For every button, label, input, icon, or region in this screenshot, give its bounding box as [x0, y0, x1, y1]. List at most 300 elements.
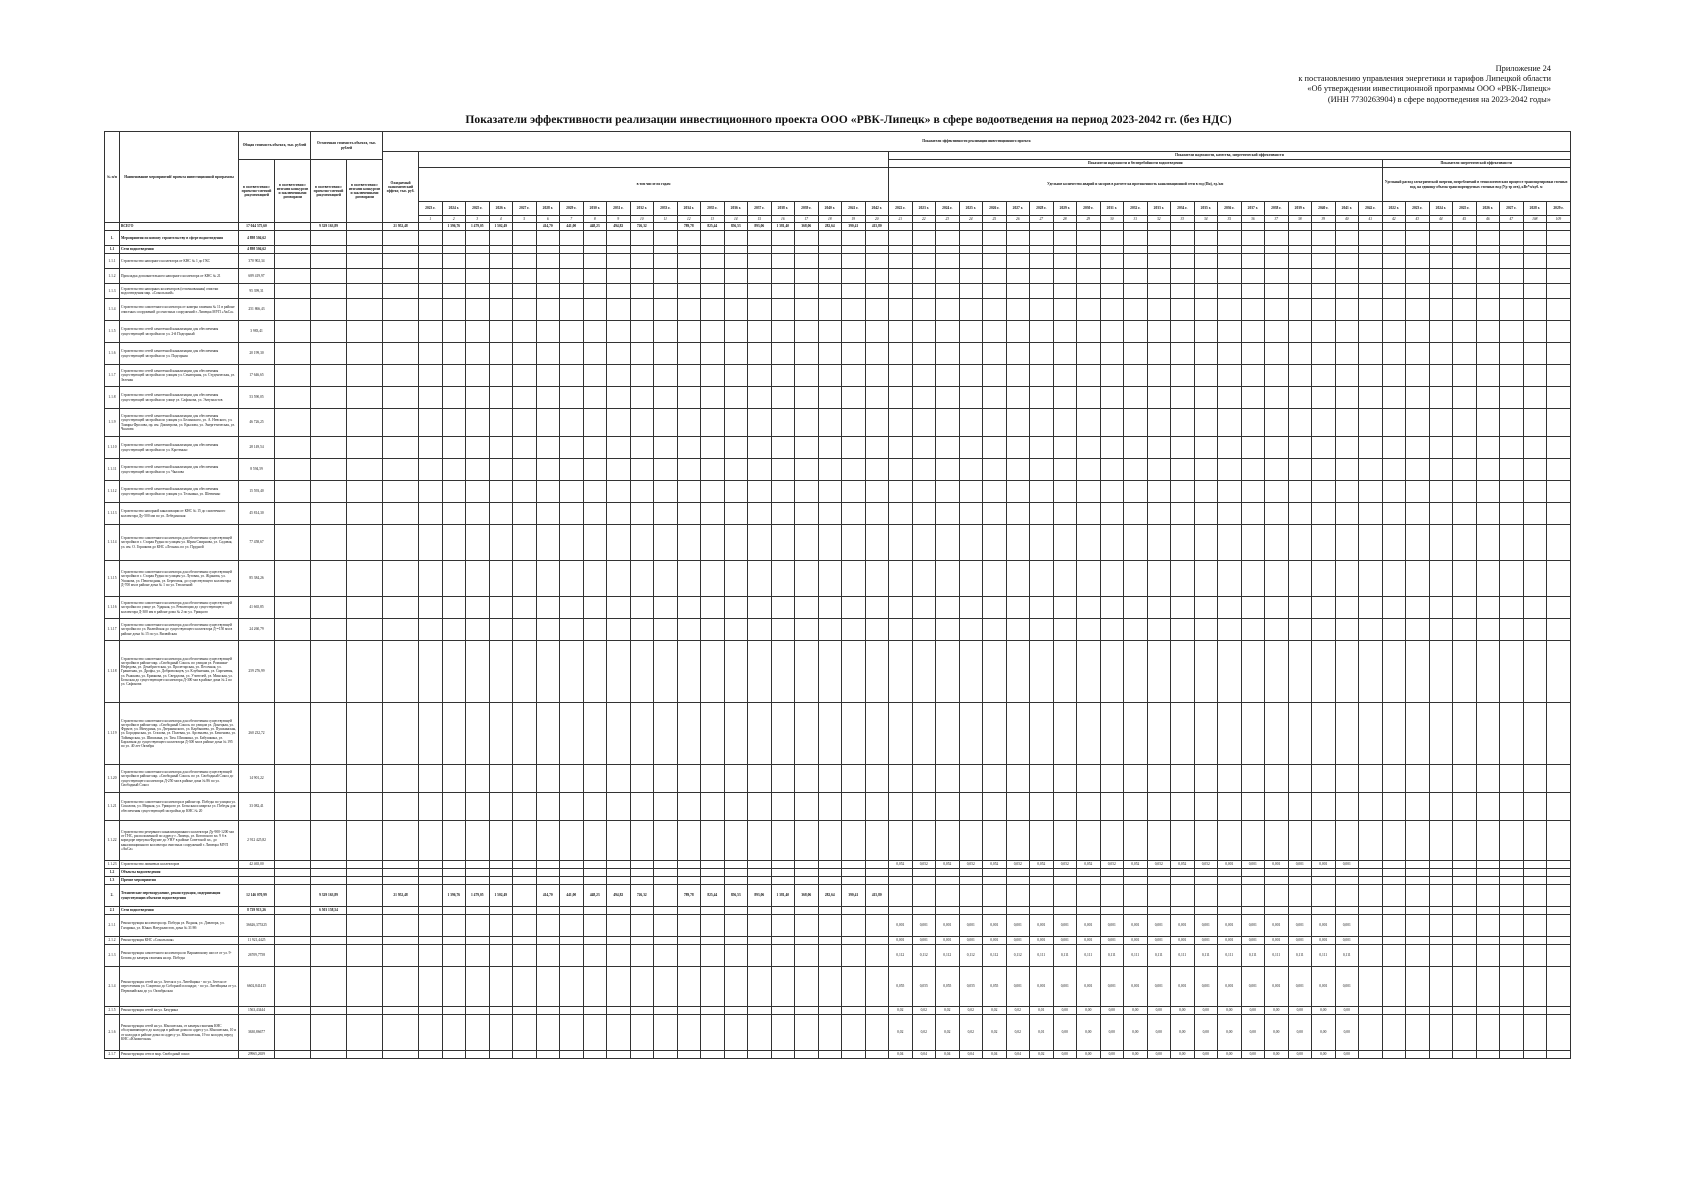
effect-year-cell [583, 1015, 607, 1051]
reliability-year-cell [1335, 619, 1359, 641]
rest-psd: 9 329 163,89 [311, 223, 347, 231]
reliability-year-cell: 0,001 [1077, 967, 1101, 1007]
cost-psd: 33 082,41 [239, 793, 275, 821]
reliability-year-cell [1218, 459, 1242, 481]
effect-year-cell [442, 343, 466, 365]
reliability-year-cell [1335, 793, 1359, 821]
effect-year-cell [560, 703, 584, 765]
effect-year-cell [701, 765, 725, 793]
effect-year-cell [536, 821, 560, 861]
energy-year-cell [1523, 321, 1547, 343]
reliability-year-cell [1124, 703, 1148, 765]
energy-year-cell [1523, 223, 1547, 231]
effect-year-cell [419, 1015, 443, 1051]
reliability-year-cell [1359, 765, 1383, 793]
reliability-year-cell [1124, 459, 1148, 481]
effect-year-cell [513, 223, 537, 231]
rest-contract [347, 885, 383, 907]
reliability-year-cell [1077, 246, 1101, 254]
effect-year-cell [419, 437, 443, 459]
reliability-year-cell [983, 254, 1007, 269]
effect-year-cell [795, 967, 819, 1007]
reliability-year-cell [1218, 765, 1242, 793]
effect-year-cell [748, 561, 772, 597]
reliability-year-cell [1100, 885, 1124, 907]
reliability-year-cell [1100, 765, 1124, 793]
reliability-year-cell: 0,111 [1171, 945, 1195, 967]
reliability-year-cell: 0,00 [1265, 1051, 1289, 1059]
reliability-year-cell [1171, 619, 1195, 641]
reliability-year-cell [1265, 525, 1289, 561]
effect-year-cell [701, 459, 725, 481]
effect-year-cell [560, 1051, 584, 1059]
effect-year-cell [607, 1015, 631, 1051]
cost-psd: 251 866,43 [239, 299, 275, 321]
reliability-year-cell [936, 703, 960, 765]
reliability-year-cell: 0,04 [936, 1051, 960, 1059]
reliability-year-cell [959, 343, 983, 365]
effect-year-cell [560, 861, 584, 869]
reliability-year-cell [1265, 877, 1289, 885]
energy-year-cell [1429, 869, 1453, 877]
effect-year-cell [583, 284, 607, 299]
cost-contract [275, 459, 311, 481]
year-effect-header: 2030 г. [583, 202, 607, 216]
reliability-year-cell [1241, 503, 1265, 525]
row-name: Прокладка дополнительного напорного коллектора от КНС № 21 [120, 269, 239, 284]
reliability-year-cell: 0,00 [1288, 1007, 1312, 1015]
reliability-year-cell [959, 877, 983, 885]
energy-year-cell [1406, 223, 1430, 231]
reliability-year-cell [1359, 1015, 1383, 1051]
energy-year-cell [1406, 269, 1430, 284]
effect-year-cell [607, 703, 631, 765]
row-name: Реконструкция сетей на ул. Зегеля и ул. Литейщика - по ул. Зегеля от пересечения ул. Соцвеоко до Соборной площади; - по ул. Литейщика от ул. Первомайская до ул. Октябрьская [120, 967, 239, 1007]
cost-psd: 689 419,97 [239, 269, 275, 284]
effect-year-cell [842, 967, 866, 1007]
effect-year-cell [607, 821, 631, 861]
effect-year-cell [630, 821, 654, 861]
energy-year-cell [1523, 561, 1547, 597]
reliability-year-cell [959, 641, 983, 703]
reliability-year-cell [1171, 481, 1195, 503]
energy-year-cell [1547, 269, 1571, 284]
effect-year-cell [701, 1007, 725, 1015]
effect-year-cell [724, 703, 748, 765]
reliability-year-cell [1241, 365, 1265, 387]
effect-year-cell: 1 479,05 [466, 885, 490, 907]
reliability-year-cell: 0,001 [1194, 915, 1218, 937]
row-number: 1.1.10 [105, 437, 120, 459]
reliability-year-cell [889, 525, 913, 561]
effect-amount [383, 821, 419, 861]
year-effect-header: 2036 г. [724, 202, 748, 216]
year-effect-header: 2040 г. [818, 202, 842, 216]
row-number: 1.1.3 [105, 284, 120, 299]
energy-year-cell [1453, 793, 1477, 821]
column-index: 30 [1100, 216, 1124, 223]
reliability-year-cell [1241, 597, 1265, 619]
reliability-year-cell [1053, 525, 1077, 561]
reliability-year-cell [1171, 223, 1195, 231]
reliability-year-cell: 0,00 [1335, 1051, 1359, 1059]
reliability-year-cell [959, 525, 983, 561]
effect-year-cell [818, 269, 842, 284]
reliability-year-cell [1006, 343, 1030, 365]
effect-amount [383, 937, 419, 945]
effect-year-cell [630, 945, 654, 967]
header-contract-total: в соответствии с итогами конкурсов и заключенными договорами [275, 160, 311, 223]
effect-year-cell [536, 1051, 560, 1059]
effect-year-cell: 825,44 [701, 223, 725, 231]
effect-year-cell: 789,78 [677, 223, 701, 231]
energy-year-cell [1429, 885, 1453, 907]
year-reliability-header: 2028 г. [1030, 202, 1054, 216]
reliability-year-cell [1100, 525, 1124, 561]
reliability-year-cell [1359, 223, 1383, 231]
effect-year-cell [466, 937, 490, 945]
effect-year-cell [842, 1051, 866, 1059]
reliability-year-cell [1053, 503, 1077, 525]
effect-year-cell [560, 937, 584, 945]
row-name: Строительство напорного коллектора от КНС № 1 до ГКС [120, 254, 239, 269]
energy-year-cell [1429, 821, 1453, 861]
effect-year-cell [842, 619, 866, 641]
rest-contract [347, 641, 383, 703]
effect-year-cell [607, 877, 631, 885]
effect-year-cell [560, 641, 584, 703]
effect-year-cell [677, 619, 701, 641]
effect-year-cell [795, 907, 819, 915]
effect-year-cell [771, 907, 795, 915]
effect-year-cell [724, 231, 748, 246]
effect-year-cell [771, 915, 795, 937]
table-row [105, 861, 1571, 869]
reliability-year-cell [1030, 793, 1054, 821]
reliability-year-cell [959, 254, 983, 269]
effect-year-cell [865, 861, 889, 869]
effect-year-cell [442, 937, 466, 945]
effect-year-cell: 414,70 [536, 885, 560, 907]
year-effect-header: 2027 г. [513, 202, 537, 216]
reliability-year-cell: 0,001 [1053, 915, 1077, 937]
effect-year-cell [748, 869, 772, 877]
effect-year-cell [419, 481, 443, 503]
reliability-year-cell [1335, 437, 1359, 459]
effect-year-cell [677, 967, 701, 1007]
reliability-year-cell [1006, 269, 1030, 284]
energy-year-cell [1429, 793, 1453, 821]
effect-year-cell [630, 915, 654, 937]
reliability-year-cell: 0,001 [1124, 937, 1148, 945]
row-name: Строительство сетей самотечной канализации для обеспечения существующей застройки по улицам ул. Белинского, ул. А. Невского, ул. Тамары Фролова, пр. им. Димитрова, ул. Крылова, ул. Энергетическая, ул. Чкалова [120, 409, 239, 437]
reliability-year-cell: 0,001 [1030, 937, 1054, 945]
effect-year-cell [654, 945, 678, 967]
effect-year-cell [607, 231, 631, 246]
reliability-year-cell [1077, 409, 1101, 437]
effect-year-cell [466, 821, 490, 861]
energy-year-cell [1382, 231, 1406, 246]
reliability-year-cell: 0,001 [889, 937, 913, 945]
cost-contract [275, 821, 311, 861]
rest-contract [347, 321, 383, 343]
energy-year-cell [1547, 437, 1571, 459]
row-name: Строительство самотечного коллектора в районе пр. Победы по улицам ул. Соколова, ул. Мирная, ул. Урицкого ул. Бельская и квартал ул. Победы для обеспечения существующей застройки до КНС № 20 [120, 793, 239, 821]
effect-year-cell [771, 343, 795, 365]
effect-year-cell [654, 299, 678, 321]
effect-year-cell: 1 502,49 [489, 223, 513, 231]
rest-psd [311, 254, 347, 269]
effect-year-cell [442, 246, 466, 254]
energy-year-cell [1406, 387, 1430, 409]
reliability-year-cell [959, 284, 983, 299]
reliability-year-cell [1359, 597, 1383, 619]
rest-psd [311, 821, 347, 861]
reliability-year-cell [1006, 525, 1030, 561]
effect-year-cell [560, 1007, 584, 1015]
table-row [105, 703, 1571, 765]
reliability-year-cell [1053, 765, 1077, 793]
cost-contract [275, 561, 311, 597]
row-number: 2.1.2 [105, 937, 120, 945]
row-name: Технические перевооружение, реконструкция, модернизация существующих объектов водоотведения [120, 885, 239, 907]
energy-year-cell [1453, 299, 1477, 321]
reliability-year-cell: 0,001 [1100, 915, 1124, 937]
effect-year-cell [419, 703, 443, 765]
reliability-year-cell [1100, 343, 1124, 365]
cost-contract [275, 877, 311, 885]
reliability-year-cell: 0,02 [983, 1015, 1007, 1051]
reliability-year-cell [983, 223, 1007, 231]
year-reliability-header: 2031 г. [1100, 202, 1124, 216]
reliability-year-cell: 0,112 [959, 945, 983, 967]
reliability-year-cell: 0,001 [912, 915, 936, 937]
reliability-year-cell [912, 459, 936, 481]
reliability-year-cell [1335, 765, 1359, 793]
reliability-year-cell [1124, 821, 1148, 861]
reliability-year-cell [1053, 387, 1077, 409]
effect-year-cell [489, 481, 513, 503]
reliability-year-cell: 0,00 [1241, 1007, 1265, 1015]
energy-year-cell [1382, 321, 1406, 343]
rest-psd [311, 861, 347, 869]
cost-contract [275, 231, 311, 246]
effect-year-cell [419, 321, 443, 343]
cost-contract [275, 525, 311, 561]
reliability-year-cell [889, 765, 913, 793]
reliability-year-cell [1265, 869, 1289, 877]
row-name: Реконструкция сетей на ул. Бачурина [120, 1007, 239, 1015]
reliability-year-cell [1359, 1007, 1383, 1015]
column-index: 39 [1312, 216, 1336, 223]
effect-year-cell [536, 503, 560, 525]
energy-year-cell [1523, 284, 1547, 299]
cost-psd: 370 902,34 [239, 254, 275, 269]
reliability-year-cell: 0,00 [1147, 1015, 1171, 1051]
table-row [105, 269, 1571, 284]
reliability-year-cell [1312, 821, 1336, 861]
effect-year-cell [842, 945, 866, 967]
effect-year-cell [654, 869, 678, 877]
reliability-year-cell [1053, 231, 1077, 246]
energy-year-cell [1523, 619, 1547, 641]
reliability-year-cell [889, 437, 913, 459]
energy-year-cell [1476, 437, 1500, 459]
cost-contract [275, 1007, 311, 1015]
energy-year-cell [1547, 821, 1571, 861]
reliability-year-cell [1077, 503, 1101, 525]
energy-year-cell [1406, 1007, 1430, 1015]
reliability-year-cell: 0,001 [1241, 967, 1265, 1007]
effect-year-cell [724, 284, 748, 299]
effect-year-cell [607, 597, 631, 619]
effect-year-cell [466, 907, 490, 915]
row-name: Строительство ливневых коллекторов [120, 861, 239, 869]
column-index: 31 [1124, 216, 1148, 223]
energy-year-cell [1453, 321, 1477, 343]
reliability-year-cell: 0,01 [1030, 1015, 1054, 1051]
effect-year-cell: 726,32 [630, 223, 654, 231]
effect-year-cell [748, 967, 772, 1007]
reliability-year-cell [1147, 387, 1171, 409]
effect-year-cell [442, 869, 466, 877]
reliability-year-cell: 0,00 [1312, 1007, 1336, 1015]
reliability-year-cell [983, 503, 1007, 525]
reliability-year-cell [1053, 821, 1077, 861]
effect-year-cell [489, 821, 513, 861]
reliability-year-cell [1100, 869, 1124, 877]
energy-year-cell [1382, 459, 1406, 481]
row-name: Прочие мероприятия [120, 877, 239, 885]
cost-contract [275, 387, 311, 409]
reliability-year-cell [1053, 907, 1077, 915]
energy-year-cell [1523, 907, 1547, 915]
energy-year-cell [1500, 907, 1524, 915]
energy-year-cell [1500, 525, 1524, 561]
effect-amount [383, 387, 419, 409]
cost-psd: 53 590,05 [239, 387, 275, 409]
effect-year-cell [513, 284, 537, 299]
reliability-year-cell [1147, 793, 1171, 821]
effect-year-cell [419, 561, 443, 597]
effect-year-cell [654, 793, 678, 821]
table-row [105, 284, 1571, 299]
effect-year-cell [513, 246, 537, 254]
reliability-year-cell [1241, 299, 1265, 321]
effect-year-cell [795, 321, 819, 343]
reliability-year-cell: 0,001 [1265, 915, 1289, 937]
energy-year-cell [1547, 299, 1571, 321]
column-index: 6 [536, 216, 560, 223]
reliability-year-cell [1030, 503, 1054, 525]
effect-year-cell [842, 231, 866, 246]
effect-year-cell [489, 231, 513, 246]
effect-year-cell [677, 945, 701, 967]
reliability-year-cell [1124, 481, 1148, 503]
energy-year-cell [1500, 299, 1524, 321]
effect-year-cell [560, 793, 584, 821]
effect-amount [383, 409, 419, 437]
rest-contract [347, 861, 383, 869]
effect-year-cell [842, 869, 866, 877]
appendix-line: «Об утверждении инвестиционной программы ООО «РВК-Липецк» [1307, 84, 1551, 94]
reliability-year-cell [1241, 821, 1265, 861]
reliability-year-cell [1335, 459, 1359, 481]
table-row [105, 299, 1571, 321]
reliability-year-cell: 0,00 [1124, 1015, 1148, 1051]
effect-year-cell [583, 877, 607, 885]
reliability-year-cell: 0,111 [1147, 945, 1171, 967]
reliability-year-cell [959, 321, 983, 343]
energy-year-cell [1547, 561, 1571, 597]
row-name: Строительство самотечного коллектора для обеспечения существующей застройки в с. Старая Рудня по улицам ул. Луговая, ул. Жданова, ул. Ушакова, ул. Пешеходная, ул. Береговая, до существующего коллектора Д-700 мм в районе дома № 1 по ул. Тепличной [120, 561, 239, 597]
reliability-year-cell [1194, 765, 1218, 793]
column-index: 17 [795, 216, 819, 223]
effect-year-cell [513, 869, 537, 877]
reliability-year-cell: 0,00 [1218, 1007, 1242, 1015]
effect-year-cell [748, 409, 772, 437]
effect-year-cell [724, 459, 748, 481]
row-number: 1.1.9 [105, 409, 120, 437]
reliability-year-cell [1077, 437, 1101, 459]
effect-year-cell [795, 915, 819, 937]
effect-year-cell [677, 437, 701, 459]
table-row [105, 343, 1571, 365]
energy-year-cell [1476, 907, 1500, 915]
column-index: 25 [983, 216, 1007, 223]
row-name: Строительство напорных коллекторов (отпочкованная) очистки водоотведения мкр. «Сокольский» [120, 284, 239, 299]
reliability-year-cell [1077, 459, 1101, 481]
effect-year-cell [583, 869, 607, 877]
column-index: 26 [1006, 216, 1030, 223]
column-index: 108 [1523, 216, 1547, 223]
effect-year-cell [818, 793, 842, 821]
effect-year-cell [818, 877, 842, 885]
effect-year-cell [748, 1015, 772, 1051]
energy-year-cell [1429, 246, 1453, 254]
effect-year-cell [583, 703, 607, 765]
effect-year-cell [795, 481, 819, 503]
reliability-year-cell [959, 409, 983, 437]
cost-contract [275, 703, 311, 765]
effect-year-cell [748, 861, 772, 869]
reliability-year-cell [1312, 561, 1336, 597]
reliability-year-cell: 0,001 [1218, 861, 1242, 869]
reliability-year-cell [1006, 793, 1030, 821]
reliability-year-cell: 0,02 [889, 1007, 913, 1015]
reliability-year-cell [1288, 561, 1312, 597]
reliability-year-cell [1124, 597, 1148, 619]
reliability-year-cell [1359, 246, 1383, 254]
effect-year-cell [677, 1007, 701, 1015]
energy-year-cell [1429, 459, 1453, 481]
effect-year-cell [701, 1051, 725, 1059]
effect-year-cell [795, 269, 819, 284]
reliability-year-cell [1288, 409, 1312, 437]
reliability-year-cell [1218, 481, 1242, 503]
effect-year-cell: 1 381,40 [771, 885, 795, 907]
effect-year-cell [818, 945, 842, 967]
reliability-year-cell [1006, 885, 1030, 907]
energy-year-cell [1547, 869, 1571, 877]
energy-year-cell [1429, 877, 1453, 885]
effect-year-cell [607, 269, 631, 284]
effect-year-cell [630, 459, 654, 481]
effect-year-cell [630, 793, 654, 821]
energy-year-cell [1382, 481, 1406, 503]
energy-year-cell [1429, 641, 1453, 703]
reliability-year-cell [1077, 299, 1101, 321]
